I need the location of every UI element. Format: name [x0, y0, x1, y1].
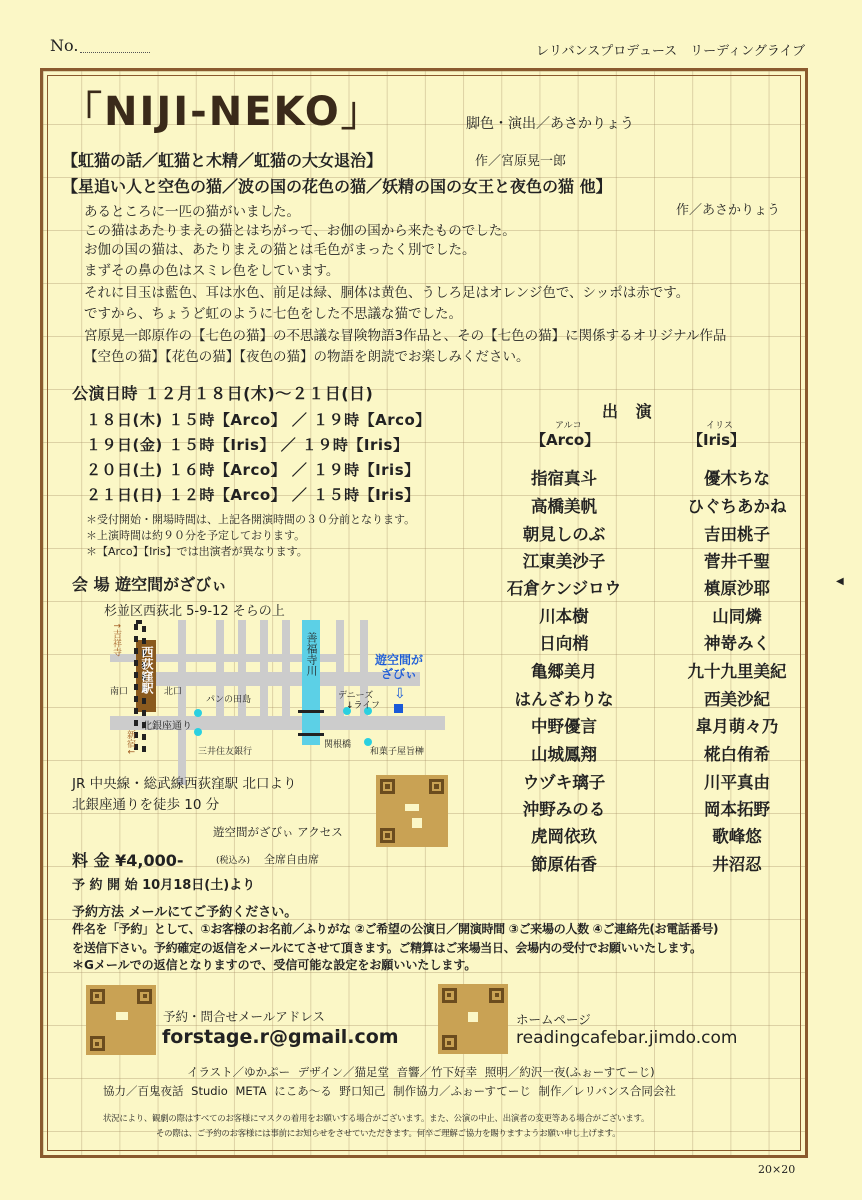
cast-iris-member: 九十九里美紀 — [687, 662, 787, 681]
cast-iris-member: 皐月萌々乃 — [695, 717, 779, 736]
reserve-line: ＊Gメールでの返信となりますので、受信可能な設定をお願いいたします。 — [72, 958, 477, 972]
cast-arco-member: 江東美沙子 — [522, 552, 606, 571]
cast-arco-member: 亀郷美月 — [531, 662, 597, 681]
cast-iris-member: 菅井千聖 — [704, 552, 770, 571]
map-graphic — [110, 620, 455, 785]
email-qr-code[interactable] — [86, 985, 156, 1055]
synopsis-line: それに目玉は藍色、耳は水色、前足は緑、胴体は黄色、うしろ足はオレンジ色で、シッポは赤です。 — [84, 285, 690, 301]
cast-arco-member: ウヅキ璃子 — [522, 773, 606, 792]
cast-arco-member: 山城鳳翔 — [531, 745, 597, 764]
map-road — [178, 620, 186, 785]
cast-iris-member: 吉田桃子 — [704, 525, 770, 544]
reserve-line: 件名を「予約」として、①お客様のお名前／ふりがな ②ご希望の公演日／開演時間 ③ご来場の人数 ④ご連絡先(お電話番号) — [72, 922, 719, 936]
panda-marker — [194, 709, 202, 717]
cast-iris-member: 歌峰悠 — [712, 827, 762, 846]
cast-arco-member: 指宿真斗 — [531, 469, 597, 488]
synopsis-line: この猫はあたりまえの猫とはちがって、お伽の国から来たものでした。 — [84, 223, 516, 239]
side-marker: ◀ — [836, 576, 844, 587]
map-life: ↓ライフ — [346, 701, 381, 711]
schedule-note: ＊【Arco】【Iris】では出演者が異なります。 — [86, 545, 308, 558]
works-author-2: 作／あさかりょう — [676, 203, 781, 218]
email-label: 予約・問合せメールアドレス — [163, 1009, 325, 1024]
cast-arco-member: 石倉ケンジロウ — [506, 579, 622, 598]
map-venue-arrow: ⇩ — [394, 686, 406, 702]
schedule-row: ２１日(日) １２時【Arco】 ／ １５時【Iris】 — [86, 486, 420, 504]
map-kitaginza: 北銀座通り — [142, 721, 192, 732]
show-title: 「NIJI-NEKO」 — [62, 89, 383, 135]
cast-iris-member: ひぐちあかね — [687, 497, 787, 516]
venue-marker — [394, 704, 403, 713]
email-address[interactable]: forstage.r@gmail.com — [162, 1026, 399, 1048]
access-map — [110, 620, 455, 785]
map-kichijoji: ↑吉祥寺 — [111, 622, 121, 657]
synopsis-line: お伽の国の猫は、あたりまえの猫とは毛色がまったく別でした。 — [84, 242, 476, 258]
iris-label: 【Iris】 — [688, 431, 746, 449]
web-url[interactable]: readingcafebar.jimdo.com — [516, 1028, 738, 1048]
works-line-1: 【虹猫の話／虹猫と木精／虹猫の大女退治】 — [62, 151, 383, 170]
arco-label: 【Arco】 — [531, 431, 600, 449]
schedule-row: １９日(金) １５時【Iris】 ／ １９時【Iris】 — [86, 436, 409, 454]
price-label: 料 金 ¥4,000- — [72, 851, 184, 870]
price-tax: (税込み) — [216, 856, 251, 866]
reserve-line: を送信下さい。予約確定の返信をメールにてさせて頂きます。ご精算はご来場当日、会場内の受付でお願いいたします。 — [72, 941, 702, 955]
schedule-row: １８日(木) １５時【Arco】 ／ １９時【Arco】 — [86, 411, 431, 429]
number-underline — [80, 52, 150, 53]
reserve-line: 予約方法 メールにてご予約ください。 — [72, 905, 298, 920]
access-qr-code[interactable] — [376, 775, 448, 847]
cast-iris-member: 優木ちな — [704, 469, 770, 488]
map-zenpukuji: 善福寺川 — [305, 632, 318, 676]
map-venue-label: 遊空間がざびぃ — [374, 653, 423, 681]
access-line-1: JR 中央線・総武線西荻窪駅 北口より — [72, 776, 297, 792]
cast-arco-member: 朝見しのぶ — [522, 525, 606, 544]
bridge — [298, 710, 324, 713]
smbc-marker — [194, 728, 202, 736]
synopsis-line: 【空色の猫】【花色の猫】【夜色の猫】の物語を朗読でお楽しみください。 — [84, 349, 530, 365]
cast-arco-member: 日向梢 — [539, 634, 589, 653]
arco-ruby: アルコ — [555, 421, 582, 431]
direction-credit: 脚色・演出／あさかりょう — [466, 116, 634, 132]
synopsis-line: まずその鼻の色はスミレ色をしています。 — [84, 263, 340, 279]
synopsis-line: ですから、ちょうど虹のように七色をした不思議な猫でした。 — [84, 306, 462, 322]
cast-arco-member: 高橋美帆 — [531, 497, 597, 516]
cast-arco-member: 川本樹 — [539, 607, 589, 626]
cast-iris-member: 槙原沙耶 — [704, 579, 770, 598]
venue-address: 杉並区西荻北 5-9-12 そらの上 — [104, 604, 285, 619]
access-line-2: 北銀座通りを徒歩 10 分 — [72, 797, 220, 813]
qr-caption: 遊空間がざびぃ アクセス — [213, 825, 343, 839]
synopsis-line: 宮原晃一郎原作の【七色の猫】の不思議な冒険物語3作品と、その【七色の猫】に関係するオリジナル作品 — [84, 328, 727, 344]
map-wagashi: 和菓子屋旨榊 — [370, 747, 425, 757]
map-dennys: デニーズ — [338, 691, 374, 701]
cast-iris-member: 山同燐 — [712, 607, 762, 626]
synopsis-line: あるところに一匹の猫がいました。 — [84, 204, 300, 220]
cast-iris-member: 井沼忍 — [712, 855, 762, 874]
cast-iris-member: 西美沙紀 — [704, 690, 770, 709]
cast-arco-member: はんざわりな — [514, 690, 614, 709]
iris-ruby: イリス — [706, 421, 733, 431]
footer-note-2: その際は、ご予約のお客様には事前にお知らせをさせていただきます。何卒ご理解ご協力を賜りますようお願い申し上げます。 — [156, 1128, 621, 1138]
map-panda: パンの田島 — [206, 695, 252, 705]
map-sekine: 関根橋 — [324, 740, 352, 750]
venue-heading: 会 場 遊空間がざびぃ — [72, 575, 228, 594]
seating: 全席自由席 — [264, 853, 319, 866]
web-qr-code[interactable] — [438, 984, 508, 1054]
cast-heading: 出 演 — [602, 402, 658, 421]
map-north-exit: 北口 — [164, 687, 183, 697]
grid-size-label: 20×20 — [758, 1163, 796, 1176]
cast-arco-member: 虎岡依玖 — [531, 827, 597, 846]
cast-iris-member: 川平真由 — [704, 773, 770, 792]
cast-arco-member: 沖野みのる — [522, 800, 606, 819]
schedule-note: ＊受付開始・開場時間は、上記各開演時間の３０分前となります。 — [86, 513, 416, 526]
producer-label: レリバンスプロデュース リーディングライブ — [536, 44, 806, 59]
map-smbc: 三井住友銀行 — [198, 747, 253, 757]
map-south-exit: 南口 — [110, 687, 129, 697]
reservation-start: 予 約 開 始 10月18日(土)より — [72, 878, 256, 893]
number-label: No. — [50, 36, 79, 55]
footer-note-1: 状況により、観劇の際はすべてのお客様にマスクの着用をお願いする場合がございます。また、公演の中止、出演者の変更等ある場合がございます。 — [103, 1113, 650, 1123]
works-line-2: 【星追い人と空色の猫／波の国の花色の猫／妖精の国の女王と夜色の猫 他】 — [62, 177, 612, 196]
credits-line-1: イラスト／ゆかぷー デザイン／猫足堂 音響／竹下好幸 照明／約沢一夜(ふぉーすてーじ) — [187, 1065, 655, 1079]
cast-arco-member: 節原佑香 — [531, 855, 597, 874]
works-author-1: 作／宮原晃一郎 — [475, 154, 567, 169]
map-shinjuku: 新宿↓ — [125, 730, 135, 756]
cast-iris-member: 椛白侑希 — [704, 745, 770, 764]
web-label: ホームページ — [516, 1012, 591, 1027]
schedule-heading: 公演日時 １２月１８日(木)～２１日(日) — [72, 384, 374, 403]
bridge — [298, 733, 324, 736]
map-station: 西荻窪駅 — [140, 646, 154, 694]
credits-line-2: 協力／百鬼夜話 Studio META にこあ～る 野口知己 制作協力／ふぉーすてーじ 制作／レリバンス合同会社 — [103, 1084, 676, 1098]
cast-arco-member: 中野優言 — [531, 717, 597, 736]
cast-iris-member: 岡本拓野 — [704, 800, 770, 819]
schedule-row: ２０日(土) １６時【Arco】 ／ １９時【Iris】 — [86, 461, 420, 479]
cast-iris-member: 神嵜みく — [704, 634, 770, 653]
schedule-note: ＊上演時間は約９０分を予定しております。 — [86, 529, 306, 542]
